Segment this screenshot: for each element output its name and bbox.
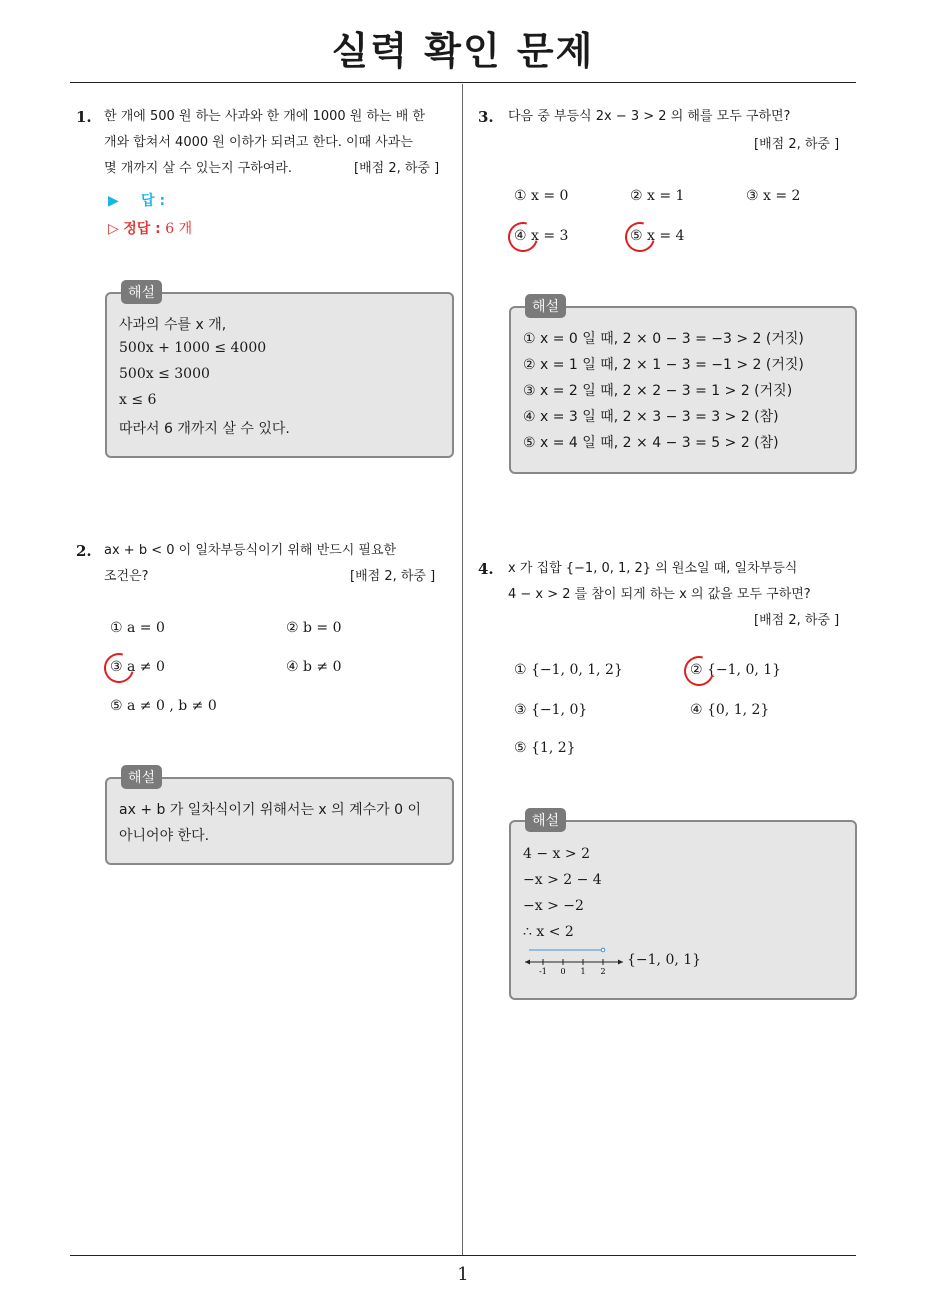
explanation-box (105, 285, 454, 458)
explanation-line: 500x ≤ 3000 (119, 366, 210, 382)
choice-2[interactable]: ② {−1, 0, 1} (690, 662, 782, 678)
explanation-line: −x > 2 − 4 (523, 872, 602, 888)
question-number: 3. (478, 108, 494, 126)
answer-label: 답 : (141, 193, 166, 209)
question-number: 4. (478, 560, 494, 578)
choice-3[interactable]: ③ a ≠ 0 (110, 659, 165, 675)
explanation-line: ④ x = 3 일 때, 2 × 3 − 3 = 3 > 2 (참) (523, 409, 779, 425)
arrow-right-icon (618, 960, 623, 965)
choice-4[interactable]: ④ {0, 1, 2} (690, 702, 770, 718)
explanation-box (509, 813, 857, 1000)
explanation-line: −x > −2 (523, 898, 584, 914)
question-line: 다음 중 부등식 2x − 3 > 2 의 해를 모두 구하면? (508, 109, 791, 124)
answer-circle-mark (99, 648, 140, 689)
explanation-line: ③ x = 2 일 때, 2 × 2 − 3 = 1 > 2 (거짓) (523, 383, 793, 399)
explanation-line: ∴ x < 2 (523, 924, 574, 940)
choice-4[interactable]: ④ b ≠ 0 (286, 659, 342, 675)
choice-5[interactable]: ⑤ a ≠ 0 , b ≠ 0 (110, 698, 217, 714)
choice-2[interactable]: ② x = 1 (630, 188, 685, 204)
footer-rule (70, 1255, 856, 1256)
correct-value: 6 개 (165, 221, 193, 237)
score-label: [배점 2, 하중 ] (754, 137, 840, 152)
arrow-left-icon (525, 960, 530, 965)
answer-circle-mark (620, 217, 661, 258)
explanation-line: 4 − x > 2 (523, 846, 590, 862)
explanation-line: ① x = 0 일 때, 2 × 0 − 3 = −3 > 2 (거짓) (523, 331, 804, 347)
explanation-line: ② x = 1 일 때, 2 × 1 − 3 = −1 > 2 (거짓) (523, 357, 804, 373)
explanation-box (105, 770, 454, 865)
question-number: 1. (76, 108, 92, 126)
choice-3[interactable]: ③ {−1, 0} (514, 702, 588, 718)
choice-1[interactable]: ① a = 0 (110, 620, 165, 636)
explanation-tag: 해설 (525, 294, 566, 318)
explanation-line: ax + b 가 일차식이기 위해서는 x 의 계수가 0 이 (119, 802, 422, 818)
page-number: 1 (457, 1264, 469, 1285)
choice-4[interactable]: ④ x = 3 (514, 228, 569, 244)
play-icon: ▶ (108, 193, 119, 209)
choice-1[interactable]: ① x = 0 (514, 188, 569, 204)
explanation-tag: 해설 (121, 765, 162, 789)
choice-2[interactable]: ② b = 0 (286, 620, 342, 636)
answer-circle-mark (503, 217, 544, 258)
header-rule (70, 82, 856, 83)
explanation-tag: 해설 (121, 280, 162, 304)
choice-5[interactable]: ⑤ {1, 2} (514, 740, 576, 756)
explanation-line: 아니어야 한다. (119, 828, 210, 844)
question-text (508, 556, 811, 608)
open-point (601, 948, 605, 952)
explanation-line: ⑤ x = 4 일 때, 2 × 4 − 3 = 5 > 2 (참) (523, 435, 779, 451)
question-line: ax + b < 0 이 일차부등식이기 위해 반드시 필요한 (104, 543, 397, 558)
tick-label: 2 (600, 967, 606, 976)
numberline-result: {−1, 0, 1} (627, 952, 702, 968)
page-title: 실력 확인 문제 (331, 29, 595, 73)
question-line: 4 − x > 2 를 참이 되게 하는 x 의 값을 모두 구하면? (508, 587, 811, 602)
explanation-line: x ≤ 6 (119, 392, 157, 408)
tick-label: -1 (539, 967, 547, 976)
column-divider (462, 84, 463, 1256)
explanation-line: 따라서 6 개까지 살 수 있다. (119, 421, 290, 437)
answer-circle-mark (679, 651, 720, 692)
question-number: 2. (76, 542, 92, 560)
tick-label: 0 (560, 967, 566, 976)
question-line: x 가 집합 {−1, 0, 1, 2} 의 원소일 때, 일차부등식 (508, 561, 798, 576)
choice-3[interactable]: ③ x = 2 (746, 188, 801, 204)
explanation-box (509, 299, 857, 474)
score-label: [배점 2, 하중 ] (350, 569, 436, 584)
correct-answer-row (108, 218, 192, 238)
question-line: 개와 합쳐서 4000 원 이하가 되려고 한다. 이때 사과는 (104, 135, 413, 150)
question-line: 몇 개까지 살 수 있는지 구하여라. (104, 161, 293, 176)
score-label: [배점 2, 하중 ] (754, 613, 840, 628)
explanation-line: 500x + 1000 ≤ 4000 (119, 340, 267, 356)
answer-row (108, 190, 165, 210)
question-line: 한 개에 500 원 하는 사과와 한 개에 1000 원 하는 배 한 (104, 109, 425, 124)
triangle-outline-icon: ▷ (108, 221, 119, 237)
explanation-tag: 해설 (525, 808, 566, 832)
choice-1[interactable]: ① {−1, 0, 1, 2} (514, 662, 623, 678)
explanation-line: 사과의 수를 x 개, (119, 317, 227, 333)
tick-label: 1 (580, 967, 586, 976)
score-label: [배점 2, 하중 ] (354, 161, 440, 176)
question-line: 조건은? (104, 569, 149, 584)
correct-label: 정답 : (123, 221, 161, 237)
number-line-diagram (523, 946, 627, 976)
choice-5[interactable]: ⑤ x = 4 (630, 228, 685, 244)
